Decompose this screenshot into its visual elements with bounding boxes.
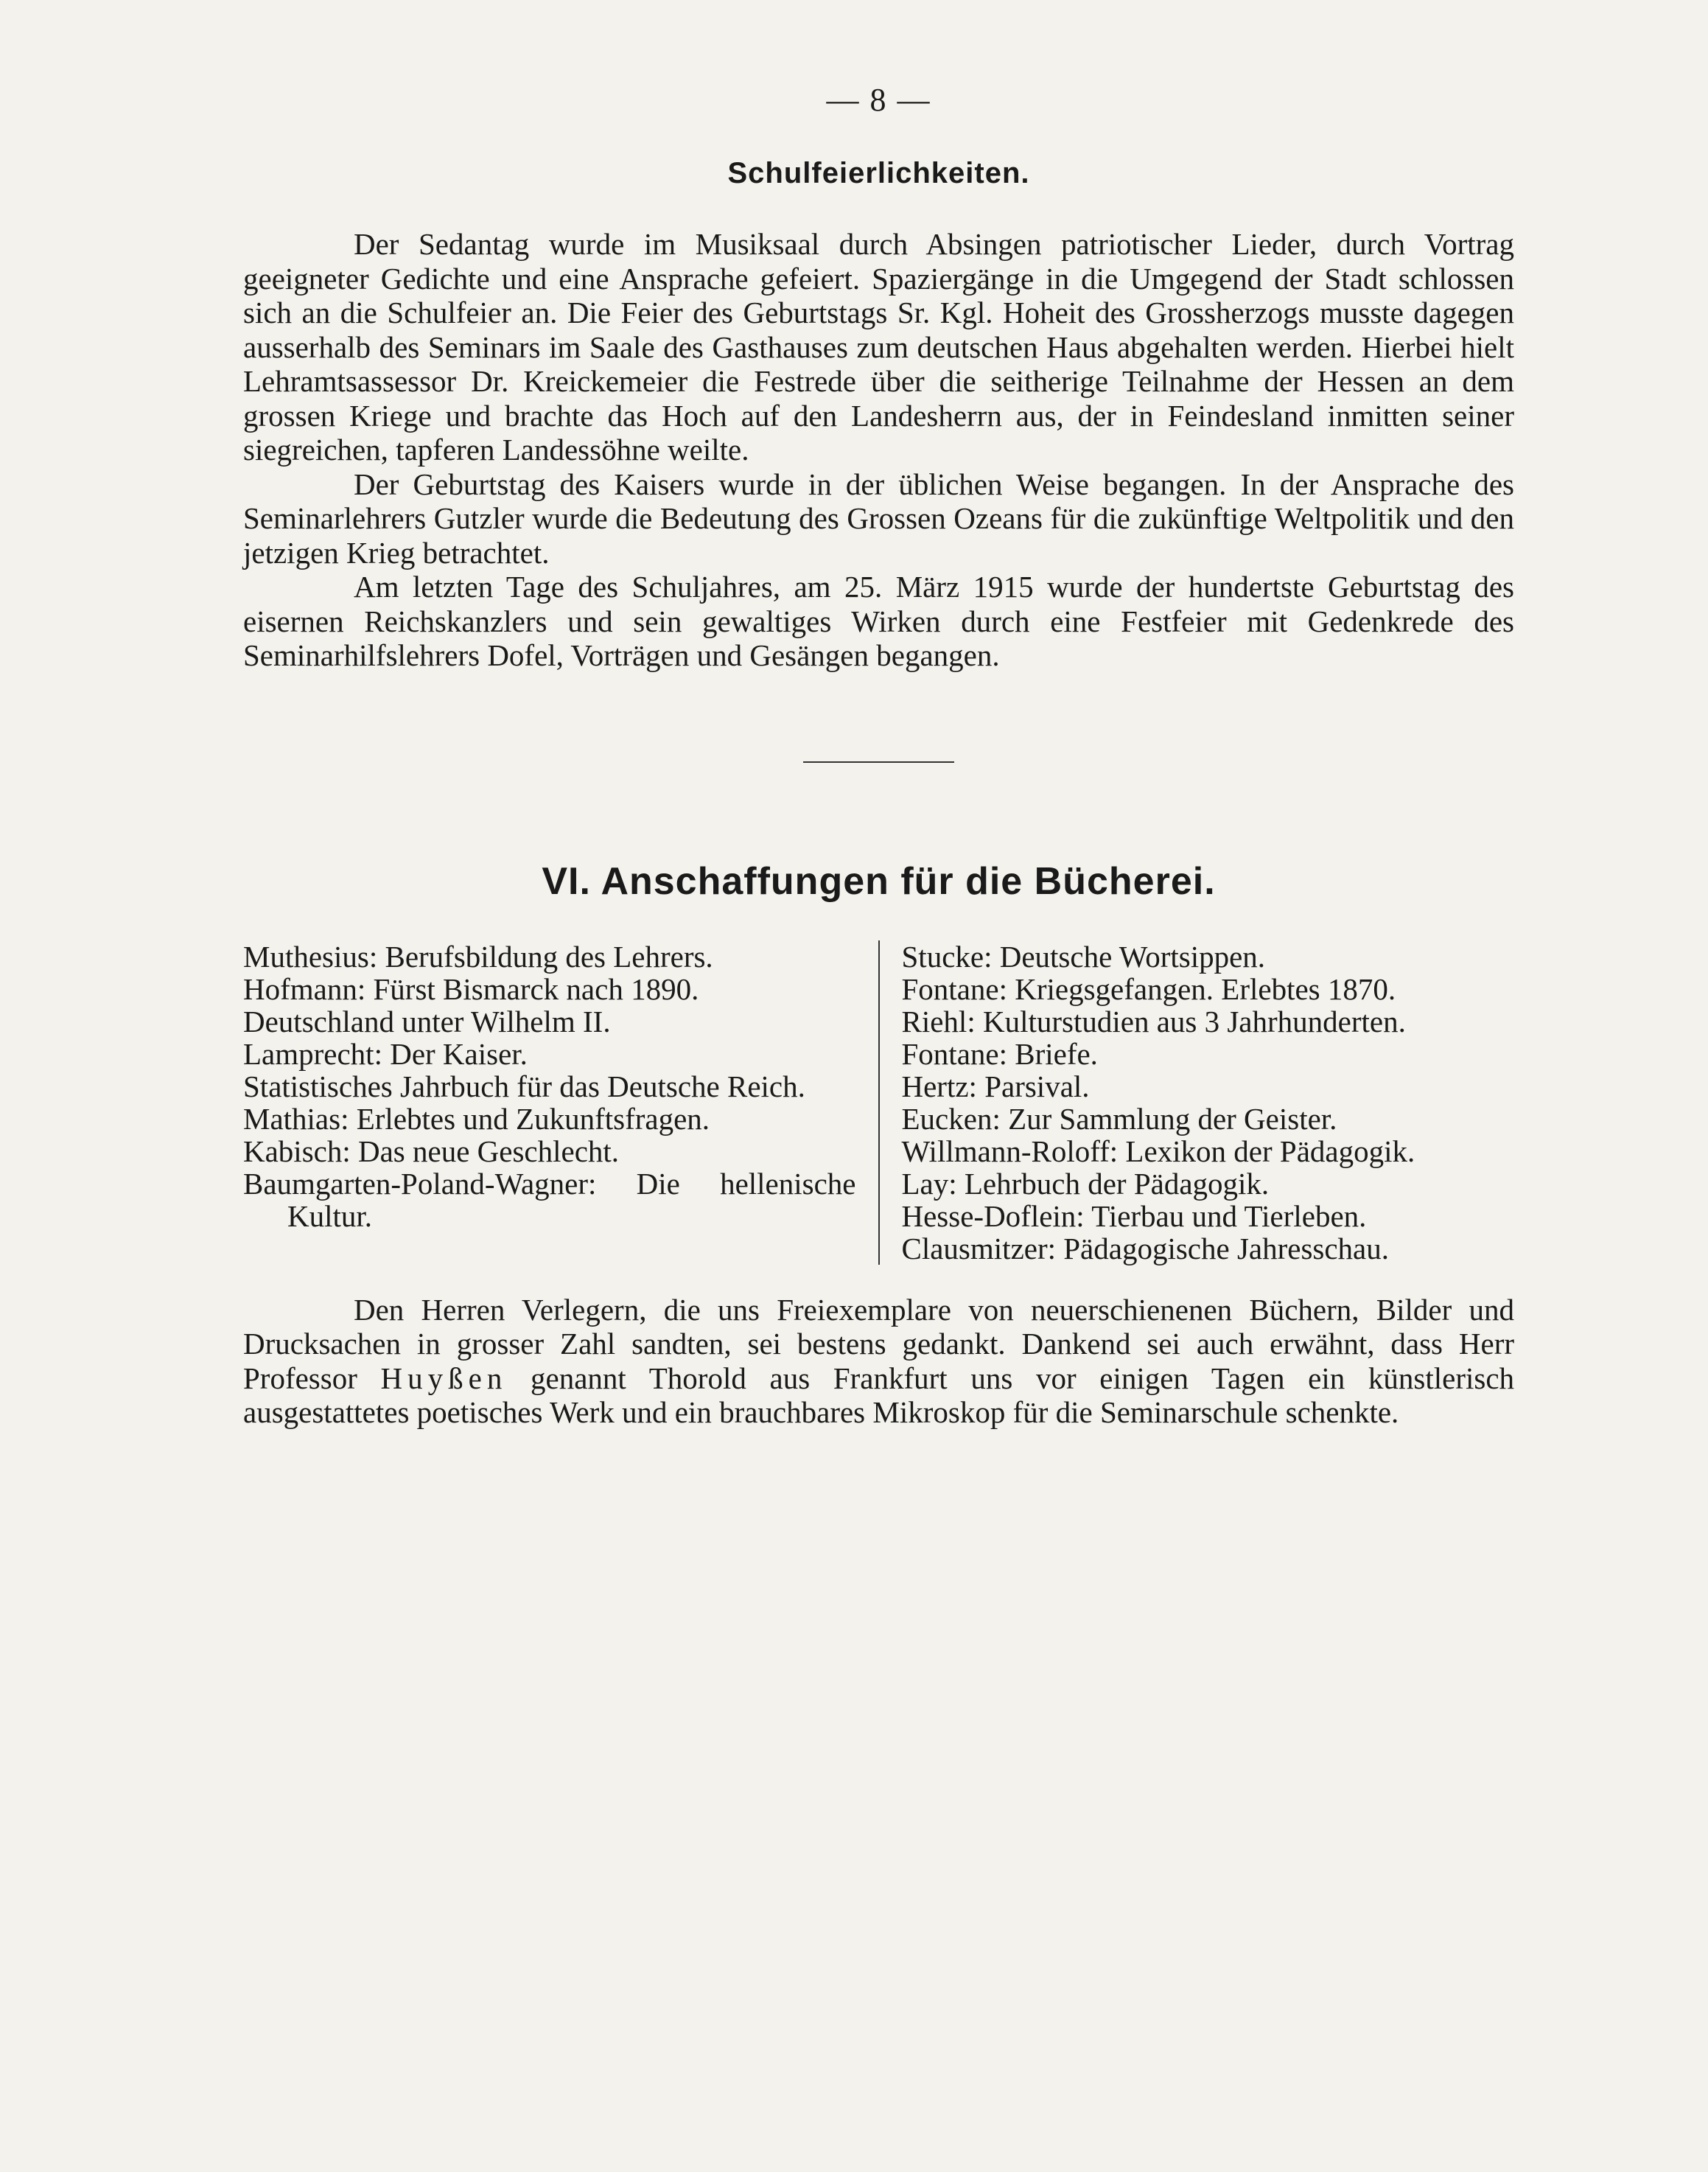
book-entry: Eucken: Zur Sammlung der Geister. (901, 1101, 1337, 1136)
document-page (243, 81, 1514, 1430)
book-entry: Riehl: Kulturstudien aus 3 Jahrhunderten. (901, 1004, 1406, 1038)
book-entry: Hertz: Parsival. (901, 1069, 1090, 1103)
paragraph-sedantag: Der Sedantag wurde im Musiksaal durch Absingen patriotischer Lieder, durch Vortrag geeigneter Gedichte und eine Ansprache gefeiert. Spaziergänge in die Umgegend der Stadt schlossen sich an die Schulfeier an. Die Feier des Geburtstags Sr. Kgl. Hoheit des Grossherzogs musste dagegen ausserhalb des Seminars im Saale des Gasthauses zum deutschen Haus abgehalten werden. Hierbei hielt Lehramtsassessor Dr. Kreickemeier die Festrede über die seitherige Teilnahme der Hessen an dem grossen Kriege und brachte das Hoch auf den Landesherrn aus, der in Feindesland inmitten seiner siegreichen, tapferen Landessöhne weilte. (243, 227, 1514, 467)
book-entry: Stucke: Deutsche Wortsippen. (901, 939, 1266, 974)
book-entry: Kabisch: Das neue Geschlecht. (243, 1134, 620, 1168)
book-entry: Mathias: Erlebtes und Zukunftsfragen. (243, 1101, 710, 1136)
book-entry: Hesse-Doflein: Tierbau und Tierleben. (901, 1198, 1367, 1233)
book-list-left-column (243, 940, 880, 1265)
book-entry: Deutschland unter Wilhelm II. (243, 1004, 611, 1038)
paragraph-kaiser-birthday: Der Geburtstag des Kaisers wurde in der üblichen Weise begangen. In der Ansprache des Seminarlehrers Gutzler wurde die Bedeutung des Grossen Ozeans für die zukünftige Weltpolitik und den jetzigen Krieg betrachtet. (243, 467, 1514, 570)
book-list-right-column (880, 940, 1515, 1265)
book-entry: Hofmann: Fürst Bismarck nach 1890. (243, 971, 699, 1006)
acknowledgement-text-start: Den Herren Verlegern, die uns Freiexemplare von neuerschienenen Büchern, Bilder und Drucksachen in grosser Zahl sandten, sei bestens gedankt. Dankend sei auch erwähnt, dass Herr Professor (243, 1292, 1514, 1395)
book-entry: Statistisches Jahrbuch für das Deutsche Reich. (243, 1069, 805, 1103)
heading-school-festivities: Schulfeierlichkeiten. (727, 157, 1030, 189)
book-entry: Lay: Lehrbuch der Pädagogik. (901, 1166, 1270, 1201)
book-entry: Fontane: Kriegsgefangen. Erlebtes 1870. (901, 971, 1396, 1006)
book-entry: Clausmitzer: Pädagogische Jahresschau. (901, 1231, 1390, 1265)
book-entry: Willmann-Roloff: Lexikon der Pädagogik. (901, 1134, 1415, 1168)
heading-library-acquisitions: VI. Anschaffungen für die Bücherei. (542, 859, 1216, 903)
book-entry: Muthesius: Berufsbildung des Lehrers. (243, 939, 713, 974)
donor-name: Huyßen (380, 1361, 508, 1395)
book-list (243, 940, 1514, 1265)
paragraph-acknowledgement (243, 1293, 1514, 1430)
book-entry: Lamprecht: Der Kaiser. (243, 1036, 528, 1071)
page-number: — 8 — (826, 82, 931, 118)
acknowledgement-text-end: genannt Thorold aus Frankfurt uns vor einigen Tagen ein künstlerisch ausgestattetes poetisches Werk und ein brauchbares Mikroskop für die Seminarschule schenkte. (243, 1361, 1515, 1429)
book-entry: Baumgarten-Poland-Wagner: Die hellenische Kultur. (243, 1166, 856, 1233)
book-entry: Fontane: Briefe. (901, 1036, 1098, 1071)
paragraph-last-school-day: Am letzten Tage des Schuljahres, am 25. März 1915 wurde der hundertste Geburtstag des eisernen Reichskanzlers und sein gewaltiges Wirken durch eine Festfeier mit Gedenkrede des Seminarhilfslehrers Dofel, Vorträgen und Gesängen begangen. (243, 570, 1514, 672)
section-divider-rule (803, 761, 954, 764)
